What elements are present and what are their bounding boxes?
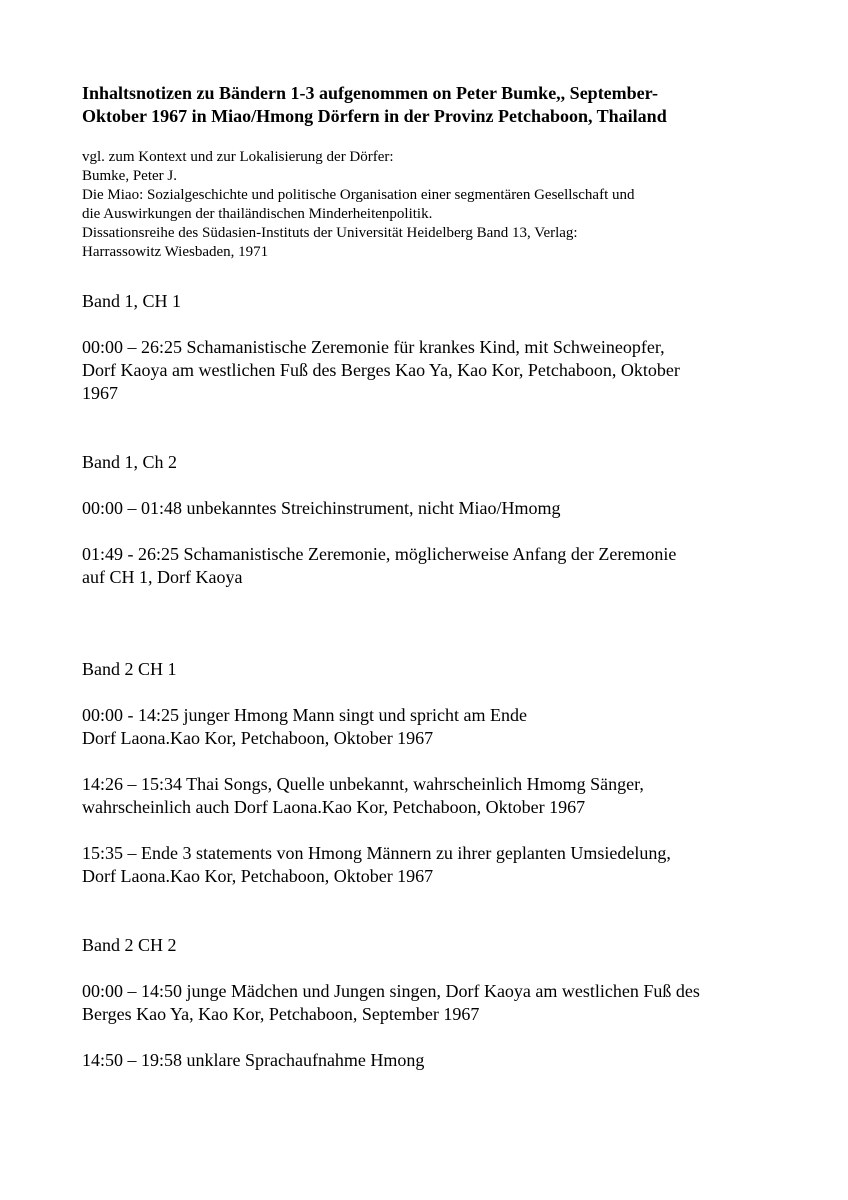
track-entry (82, 704, 782, 750)
reference-line: vgl. zum Kontext und zur Lokalisierung der Dörfer: (82, 149, 394, 165)
track-entry (82, 980, 782, 1026)
reference-line: Harrassowitz Wiesbaden, 1971 (82, 244, 269, 260)
reference-line: Bumke, Peter J. (82, 168, 177, 184)
reference-line: Dissationsreihe des Südasien-Instituts der Universität Heidelberg Band 13, Verlag: (82, 225, 578, 241)
entry-line: Dorf Laona.Kao Kor, Petchaboon, Oktober 1967 (82, 866, 434, 886)
entry-line: 00:00 - 14:25 junger Hmong Mann singt und spricht am Ende (82, 705, 527, 725)
document-title (82, 82, 782, 128)
section-heading: Band 1, CH 1 (82, 291, 181, 311)
track-entry (82, 1049, 782, 1072)
entry-line: Dorf Kaoya am westlichen Fuß des Berges Kao Ya, Kao Kor, Petchaboon, Oktober (82, 360, 680, 380)
entry-line: Dorf Laona.Kao Kor, Petchaboon, Oktober 1967 (82, 728, 434, 748)
reference-line: die Auswirkungen der thailändischen Minderheitenpolitik. (82, 206, 433, 222)
section-heading: Band 1, Ch 2 (82, 452, 178, 472)
track-entry (82, 842, 782, 888)
entry-line: 15:35 – Ende 3 statements von Hmong Männern zu ihrer geplanten Umsiedelung, (82, 843, 671, 863)
entry-line: 00:00 – 26:25 Schamanistische Zeremonie für krankes Kind, mit Schweineopfer, (82, 337, 665, 357)
entry-line: 14:50 – 19:58 unklare Sprachaufnahme Hmong (82, 1050, 425, 1070)
entry-line: 1967 (82, 383, 118, 403)
track-entry (82, 543, 782, 589)
title-line: Oktober 1967 in Miao/Hmong Dörfern in der Provinz Petchaboon, Thailand (82, 106, 667, 126)
track-entry (82, 336, 782, 405)
document-page (82, 82, 782, 1072)
reference-block (82, 148, 782, 262)
entry-line: 01:49 - 26:25 Schamanistische Zeremonie, möglicherweise Anfang der Zeremonie (82, 544, 677, 564)
entry-line: 14:26 – 15:34 Thai Songs, Quelle unbekannt, wahrscheinlich Hmomg Sänger, (82, 774, 644, 794)
title-line: Inhaltsnotizen zu Bändern 1-3 aufgenommen on Peter Bumke,, September- (82, 83, 658, 103)
section-heading: Band 2 CH 1 (82, 659, 177, 679)
entry-line: auf CH 1, Dorf Kaoya (82, 567, 243, 587)
entry-line: wahrscheinlich auch Dorf Laona.Kao Kor, Petchaboon, Oktober 1967 (82, 797, 586, 817)
track-entry (82, 497, 782, 520)
entry-line: 00:00 – 01:48 unbekanntes Streichinstrument, nicht Miao/Hmomg (82, 498, 561, 518)
entry-line: 00:00 – 14:50 junge Mädchen und Jungen singen, Dorf Kaoya am westlichen Fuß des (82, 981, 700, 1001)
reference-line: Die Miao: Sozialgeschichte und politische Organisation einer segmentären Gesellschaft und (82, 187, 635, 203)
track-entry (82, 773, 782, 819)
entry-line: Berges Kao Ya, Kao Kor, Petchaboon, September 1967 (82, 1004, 480, 1024)
section-heading: Band 2 CH 2 (82, 935, 177, 955)
